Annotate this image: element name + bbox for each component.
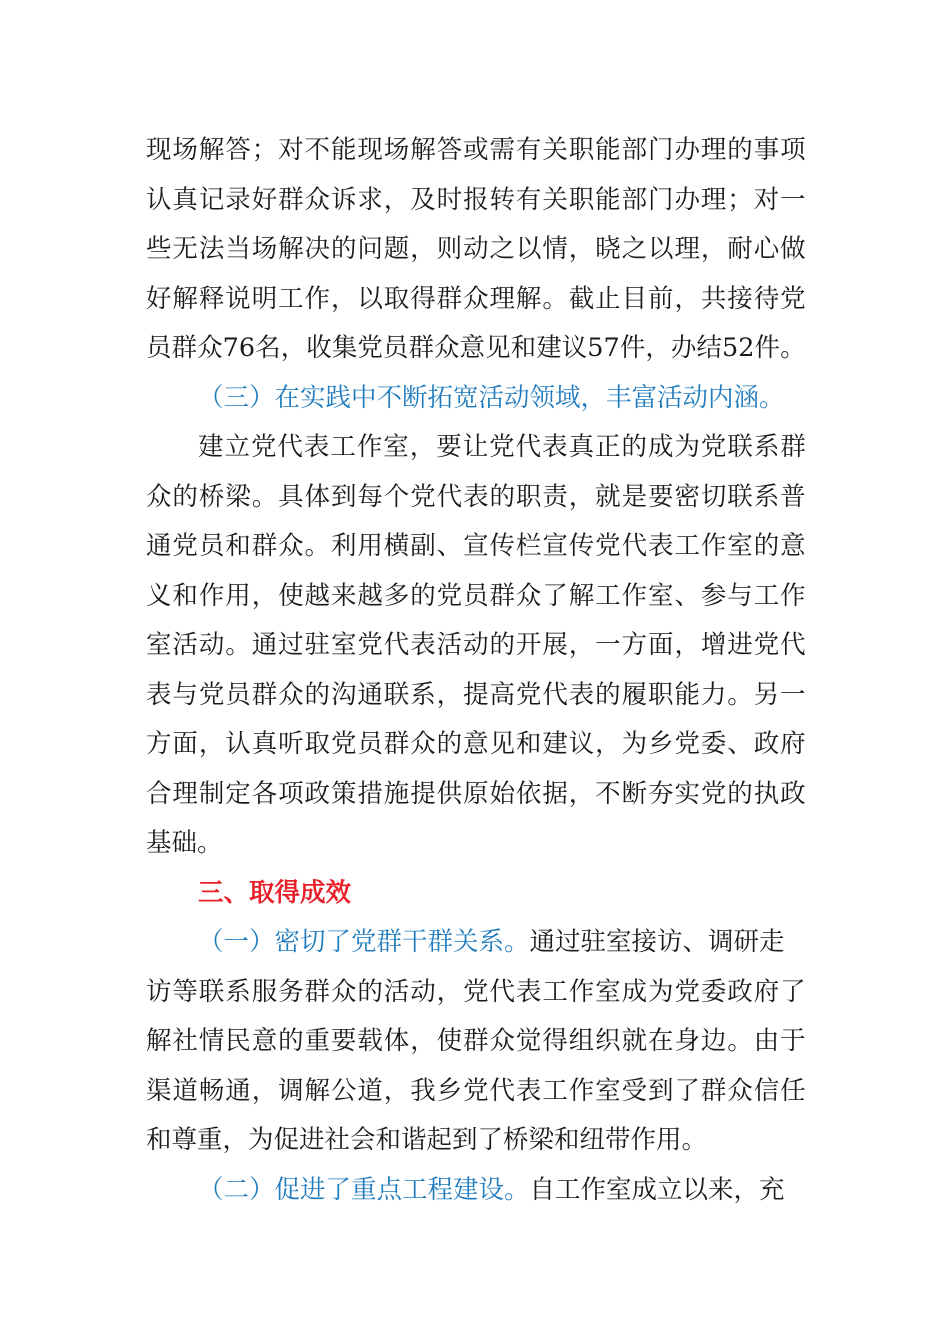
text-line: 室 活 动 。 通 过 驻 室 党 代 表 活 动 的 开 展 ， 一 方 面 ， 增 进 党 代 xyxy=(146,630,806,660)
text-line-with-subheading xyxy=(146,1166,806,1216)
text-line: 表 与 党 员 群 众 的 沟 通 联 系 ， 提 高 党 代 表 的 履 职 能 力 。 另 一 xyxy=(146,679,806,710)
text-line: 众 的 桥 梁 。 具 体 到 每 个 党 代 表 的 职 责 ， 就 是 要 密 切 联 系 普 xyxy=(146,481,806,512)
text-line: 和尊重，为促进社会和谐起到了桥梁和纽带作用。 xyxy=(146,1125,708,1155)
text-line: 员 群 众 7 6 名 ， 收 集 党 员 群 众 意 见 和 建 议 5 7 件 ， 办 结 5 2 件 。 xyxy=(146,333,806,363)
section-heading: 三、取得成效 xyxy=(198,877,352,908)
text-line-with-subheading xyxy=(146,918,806,968)
text-line: 通 党 员 和 群 众 。 利 用 横 副 、 宣 传 栏 宣 传 党 代 表 工 作 室 的 意 xyxy=(146,531,806,561)
subheading-1: （一）密切了党群干群关系。 xyxy=(198,927,530,957)
subheading-3: （三）在实践中不断拓宽活动领域，丰富活动内涵。 xyxy=(198,382,785,413)
text-line: 建 立 党 代 表 工 作 室 ， 要 让 党 代 表 真 正 的 成 为 党 联 系 群 xyxy=(198,432,806,462)
subheading-2: （二）促进了重点工程建设。 xyxy=(198,1174,530,1205)
text-line: 现 场 解 答 ； 对 不 能 现 场 解 答 或 需 有 关 职 能 部 门 办 理 的 事 项 xyxy=(146,135,806,165)
text-line: 好 解 释 说 明 工 作 ， 以 取 得 群 众 理 解 。 截 止 目 前 ， 共 接 待 党 xyxy=(146,283,806,314)
text-run: 通过驻室接访、调研走 xyxy=(529,927,785,957)
text-line: 合 理 制 定 各 项 政 策 措 施 提 供 原 始 依 据 ， 不 断 夯 实 党 的 执 政 xyxy=(146,778,806,809)
text-line: 些 无 法 当 场 解 决 的 问 题 ， 则 动 之 以 情 ， 晓 之 以 理 ， 耐 心 做 xyxy=(146,234,806,264)
text-line: 认 真 记 录 好 群 众 诉 求 ， 及 时 报 转 有 关 职 能 部 门 办 理 ； 对 一 xyxy=(146,184,806,215)
text-line: 方 面 ， 认 真 听 取 党 员 群 众 的 意 见 和 建 议 ， 为 乡 党 委 、 政 府 xyxy=(146,729,806,759)
text-line: 访 等 联 系 服 务 群 众 的 活 动 ， 党 代 表 工 作 室 成 为 党 委 政 府 了 xyxy=(146,976,806,1007)
text-line: 基础。 xyxy=(146,828,223,858)
text-line: 解 社 情 民 意 的 重 要 载 体 ， 使 群 众 觉 得 组 织 就 在 身 边 。 由 于 xyxy=(146,1026,806,1056)
text-run: 自工作室成立以来，充 xyxy=(529,1174,785,1205)
document-body xyxy=(146,126,806,1215)
text-line: 义 和 作 用 ， 使 越 来 越 多 的 党 员 群 众 了 解 工 作 室 、 参 与 工 作 xyxy=(146,580,806,611)
text-line: 渠 道 畅 通 ， 调 解 公 道 ， 我 乡 党 代 表 工 作 室 受 到 了 群 众 信 任 xyxy=(146,1075,806,1106)
